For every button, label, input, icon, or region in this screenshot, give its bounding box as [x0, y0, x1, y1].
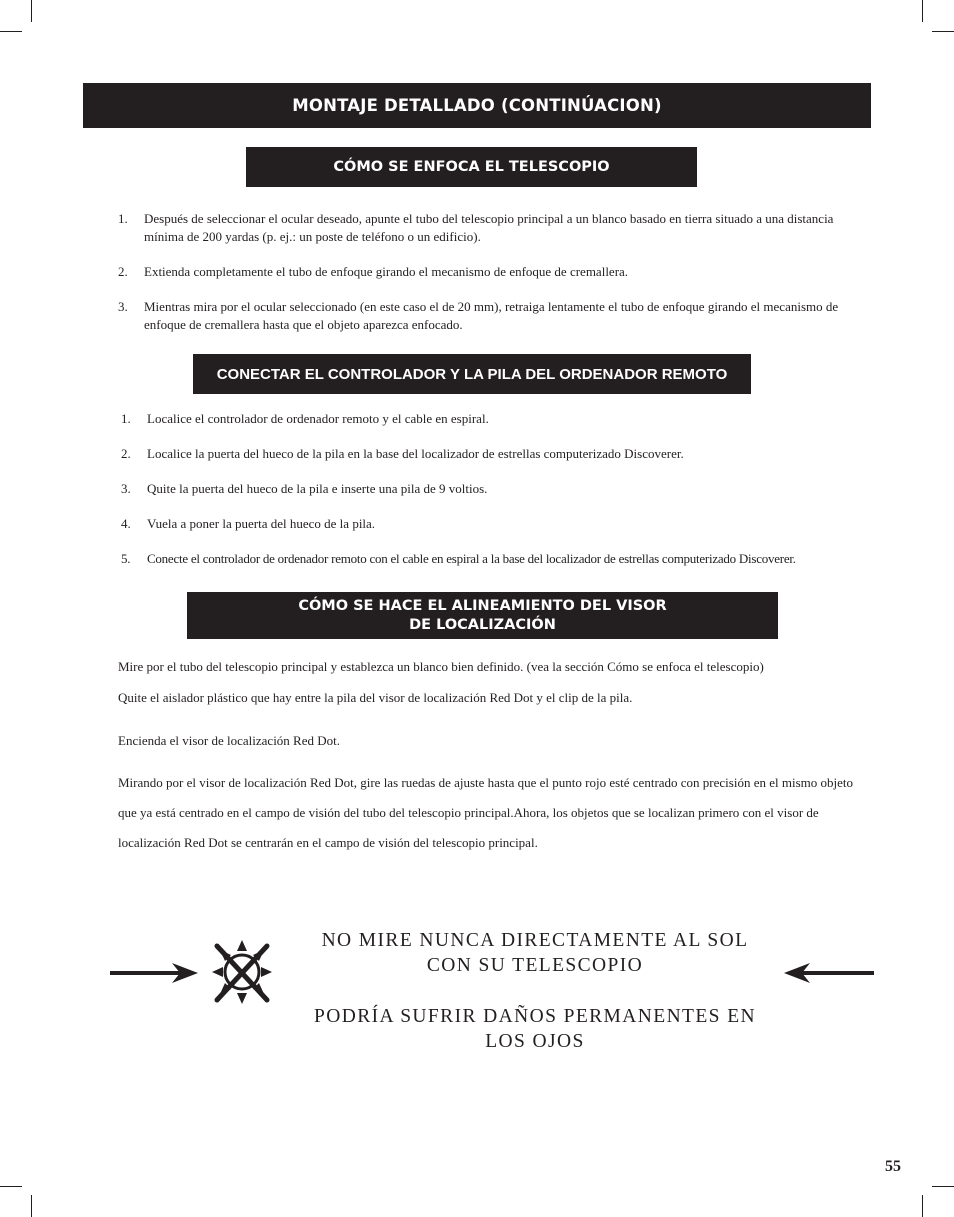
warning-line-1: NO MIRE NUNCA DIRECTAMENTE AL SOL [321, 930, 749, 951]
step-number: 4. [121, 516, 131, 531]
left-arrow-icon [782, 962, 874, 984]
crop-mark [0, 31, 22, 32]
list-item [121, 445, 881, 463]
step-number: 1. [118, 211, 128, 226]
focus-steps-list [118, 210, 848, 334]
alignment-title-line2: DE LOCALIZACIÓN [409, 616, 556, 633]
step-text: Localice el controlador de ordenador remoto y el cable en espiral. [147, 411, 489, 426]
list-item [121, 515, 881, 533]
step-number: 5. [121, 551, 131, 566]
list-item [118, 263, 848, 281]
step-number: 2. [118, 264, 128, 279]
alignment-paragraph-4: Mirando por el visor de localización Red Dot, gire las ruedas de ajuste hasta que el punto rojo esté centrado con precisión en el mismo objeto que ya está centrado en el campo de visión del tubo del telescopio principal.Ahora, los objetos que se localizan primero con el visor de localización Red Dot se centrarán en el campo de visión del telescopio principal. [118, 775, 854, 850]
alignment-paragraph-1: Mire por el tubo del telescopio principal y establezca un blanco bien definido. (vea la sección Cómo se enfoca el telescopio) [118, 659, 764, 674]
step-text: Vuela a poner la puerta del hueco de la pila. [147, 516, 376, 531]
crop-mark [31, 0, 32, 22]
alignment-paragraph-2: Quite el aislador plástico que hay entre la pila del visor de localización Red Dot y el clip de la pila. [118, 690, 633, 705]
warning-line-3: PODRÍA SUFRIR DAÑOS PERMANENTES EN [314, 1006, 756, 1027]
crop-mark [31, 1195, 32, 1217]
step-text: Localice la puerta del hueco de la pila en la base del localizador de estrellas computerizado Discoverer. [147, 446, 684, 461]
alignment-paragraph-3: Encienda el visor de localización Red Dot. [118, 733, 341, 748]
crop-mark [922, 0, 923, 22]
page-number: 55 [885, 1158, 901, 1175]
list-item [121, 480, 881, 498]
alignment-section-header [187, 592, 778, 639]
focus-section-header [246, 147, 697, 187]
no-sun-icon [212, 940, 272, 1004]
crop-mark [932, 31, 954, 32]
right-arrow-icon [110, 962, 200, 984]
list-item [121, 410, 881, 428]
step-text: Extienda completamente el tubo de enfoque girando el mecanismo de enfoque de cremallera. [144, 264, 629, 279]
crop-mark [932, 1186, 954, 1187]
crop-mark [0, 1186, 22, 1187]
step-text: Quite la puerta del hueco de la pila e inserte una pila de 9 voltios. [147, 481, 488, 496]
controller-section-header [193, 354, 751, 394]
main-header-text: MONTAJE DETALLADO (CONTINÚACION) [292, 96, 662, 115]
step-number: 3. [118, 299, 128, 314]
list-item [118, 298, 848, 334]
crop-mark [922, 1195, 923, 1217]
warning-line-4: LOS OJOS [485, 1031, 585, 1052]
list-item [121, 550, 881, 568]
step-text: Conecte el controlador de ordenador remoto con el cable en espiral a la base del localizador de estrellas computerizado Discoverer. [147, 551, 796, 566]
focus-section-title: CÓMO SE ENFOCA EL TELESCOPIO [333, 158, 610, 175]
main-header [83, 83, 871, 128]
step-number: 3. [121, 481, 131, 496]
step-number: 2. [121, 446, 131, 461]
step-text: Después de seleccionar el ocular deseado, apunte el tubo del telescopio principal a un blanco basado en tierra situado a una distancia mínima de 200 yardas (p. ej.: un poste de teléfono o un edificio). [144, 211, 834, 244]
step-number: 1. [121, 411, 131, 426]
alignment-title-line1: CÓMO SE HACE EL ALINEAMIENTO DEL VISOR [298, 597, 667, 614]
controller-section-title: CONECTAR EL CONTROLADOR Y LA PILA DEL ORDENADOR REMOTO [216, 365, 728, 383]
list-item [118, 210, 848, 246]
warning-line-2: CON SU TELESCOPIO [426, 955, 644, 976]
controller-steps-list [121, 410, 881, 568]
step-text: Mientras mira por el ocular seleccionado (en este caso el de 20 mm), retraiga lentamente el tubo de enfoque girando el mecanismo de enfoque de cremallera hasta que el objeto aparezca enfocado. [144, 299, 839, 332]
